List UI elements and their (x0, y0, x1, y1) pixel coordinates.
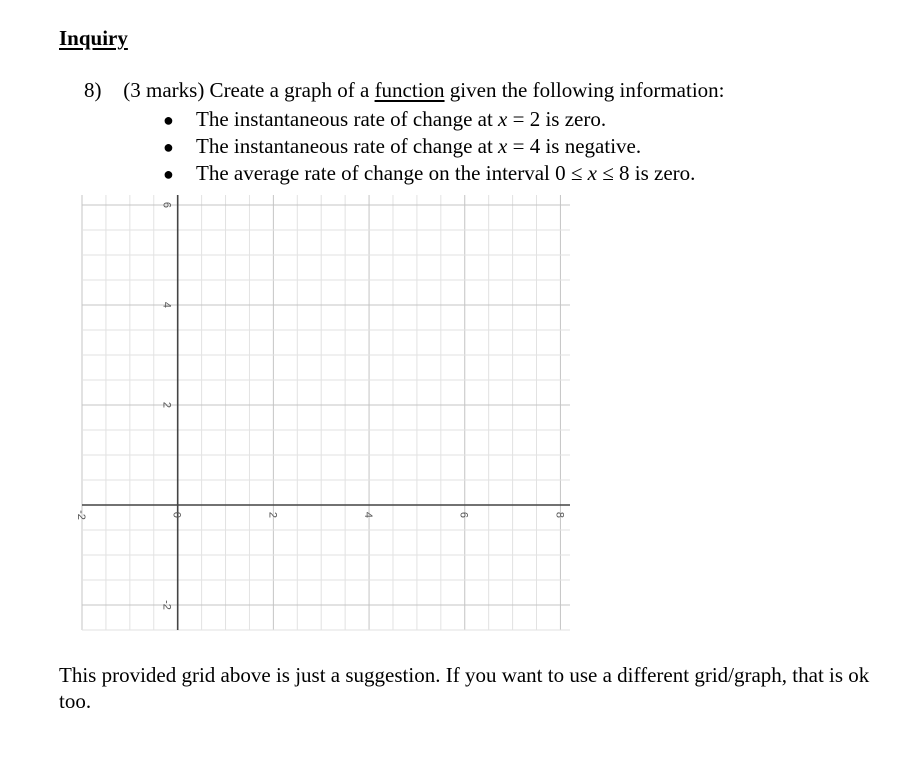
x-tick-label: -2 (75, 510, 87, 520)
x-tick-label: 0 (170, 511, 183, 519)
question-suffix: given the following information: (449, 78, 725, 102)
x-tick-label: 4 (362, 511, 375, 519)
condition-item: ● The instantaneous rate of change at x = 4 is negative. (163, 133, 695, 160)
x-tick-label: 2 (266, 511, 279, 519)
bullet-icon: ● (163, 110, 174, 130)
section-heading: Inquiry (59, 26, 128, 50)
function-link[interactable]: function (374, 78, 445, 102)
y-tick-label: 6 (160, 201, 173, 209)
y-tick-label: 4 (160, 301, 173, 309)
bullet-icon: ● (163, 137, 174, 157)
y-tick-label: -2 (160, 600, 173, 610)
y-tick-label: 2 (160, 401, 173, 409)
question-prefix: (3 marks) Create a graph of a (123, 78, 370, 102)
condition-item: ● The instantaneous rate of change at x = 2 is zero. (163, 106, 695, 133)
question-number: 8) (84, 78, 102, 102)
bullet-icon: ● (163, 164, 174, 184)
footer-note: This provided grid above is just a suggestion. If you want to use a different grid/graph, that is ok too. (59, 663, 870, 713)
x-tick-label: 8 (553, 511, 566, 519)
x-tick-label: 6 (457, 511, 470, 519)
condition-item: ● The average rate of change on the interval 0 ≤ x ≤ 8 is zero. (163, 160, 695, 187)
